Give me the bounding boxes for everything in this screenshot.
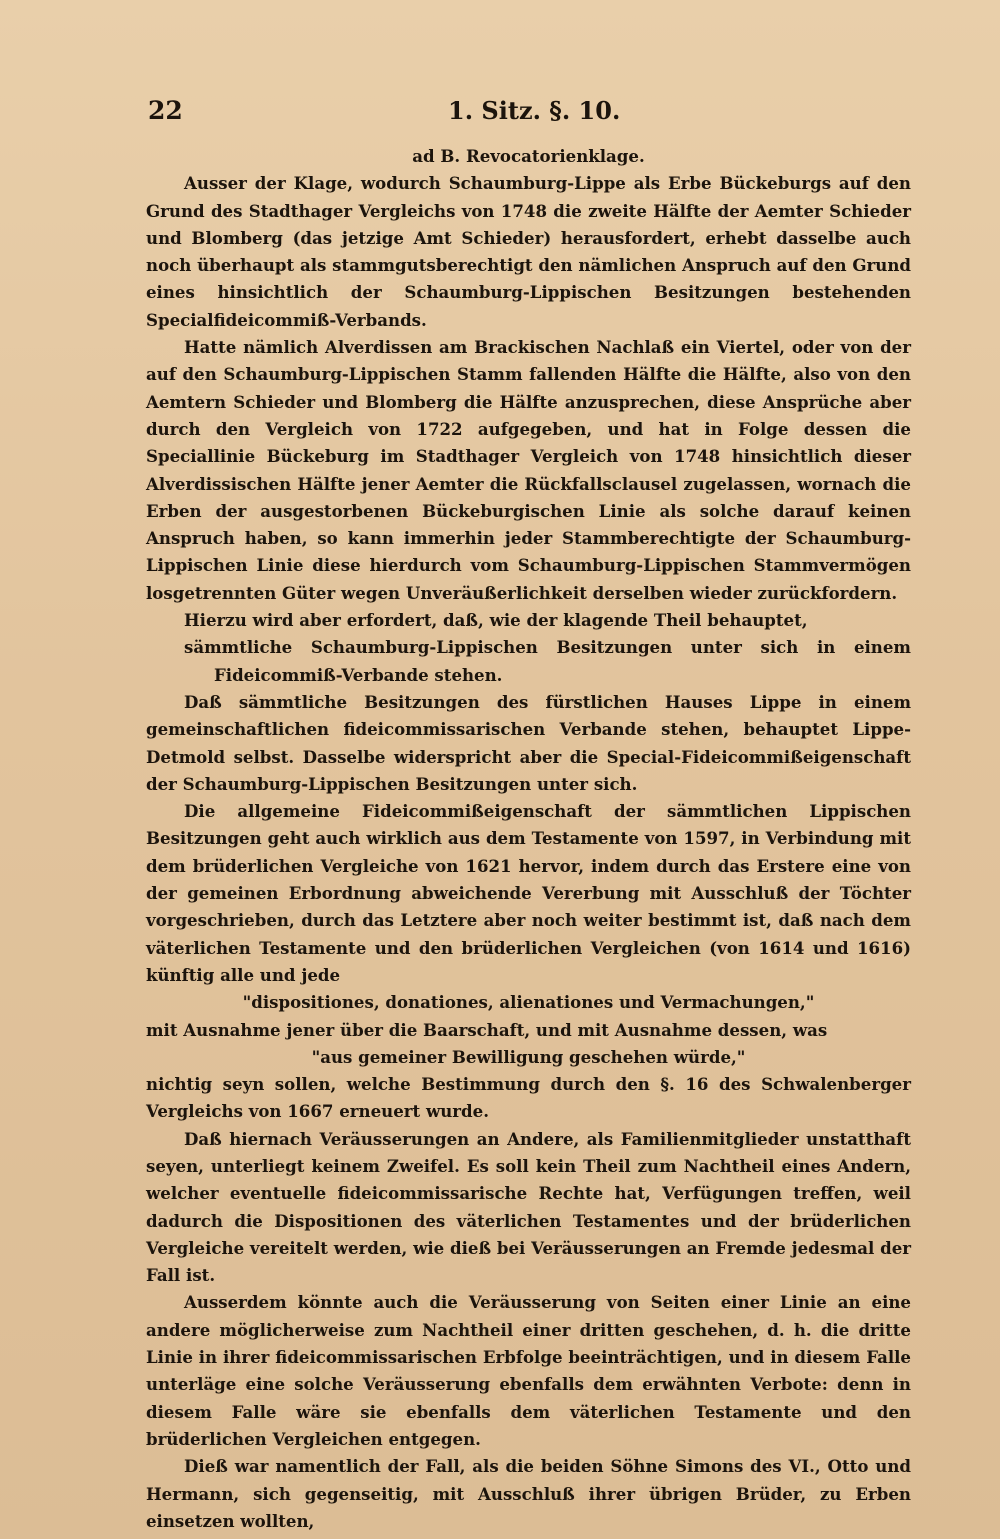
- running-header: [148, 96, 900, 136]
- paragraph: Daß sämmtliche Besitzungen des fürstlichen Hauses Lippe in einem gemeinschaftlichen fideicommissarischen Verbande stehen, behauptet Lippe-Detmold selbst. Dasselbe widerspricht aber die Special-Fideicommißeigenschaft der Schaumburg-Lippischen Besitzungen unter sich.: [146, 691, 911, 794]
- paragraph: Ausserdem könnte auch die Veräusserung von Seiten einer Linie an eine andere möglicherweise zum Nachtheil einer dritten geschehen, d. h. die dritte Linie in ihrer fideicommissarischen Erbfolge beeinträchtigen, und in diesem Falle unterläge eine solche Veräusserung ebenfalls dem erwähnten Verbote: denn in diesem Falle wäre sie ebenfalls dem väterlichen Testamente und den brüderlichen Vergleichen entgegen.: [146, 1292, 911, 1449]
- page-body: [146, 143, 911, 1535]
- page-number: 22: [148, 96, 183, 125]
- paragraph: Hierzu wird aber erfordert, daß, wie der klagende Theil behauptet,: [184, 610, 808, 631]
- paragraph-continuation: nichtig seyn sollen, welche Bestimmung durch den §. 16 des Schwalenberger Vergleichs von 1667 erneuert wurde.: [146, 1074, 911, 1122]
- paragraph: Hatte nämlich Alverdissen am Brackischen Nachlaß ein Viertel, oder von der auf den Schaumburg-Lippischen Stamm fallenden Hälfte die Hälfte, also von den Aemtern Schieder und Blomberg die Hälfte anzusprechen, diese Ansprüche aber durch den Vergleich von 1722 aufgegeben, und hat in Folge dessen die Speciallinie Bückeburg im Stadthager Vergleich von 1748 hinsichtlich dieser Alverdissischen Hälfte jener Aemter die Rückfallsclausel zugelassen, wornach die Erben der ausgestorbenen Bückeburgischen Linie als solche darauf keinen Anspruch haben, so kann immerhin jeder Stammberechtigte der Schaumburg-Lippischen Linie diese hierdurch vom Schaumburg-Lippischen Stammvermögen losgetrennten Güter wegen Unveräußerlichkeit derselben wieder zurückfordern.: [146, 337, 911, 603]
- paragraph: Daß hiernach Veräusserungen an Andere, als Familienmitglieder unstatthaft seyen, unterliegt keinem Zweifel. Es soll kein Theil zum Nachtheil eines Andern, welcher eventuelle fideicommissarische Rechte hat, Verfügungen treffen, weil dadurch die Dispositionen des väterlichen Testamentes und der brüderlichen Vergleiche vereitelt werden, wie dieß bei Veräusserungen an Fremde jedesmal der Fall ist.: [146, 1128, 911, 1286]
- paragraph: Dieß war namentlich der Fall, als die beiden Söhne Simons des VI., Otto und Hermann, sich gegenseitig, mit Ausschluß ihrer übrigen Brüder, zu Erben einsetzen wollten,: [146, 1456, 911, 1531]
- quoted-proposition: sämmtliche Schaumburg-Lippischen Besitzungen unter sich in einem Fideicommiß-Verbande stehen.: [184, 637, 911, 685]
- paragraph-continuation: mit Ausnahme jener über die Baarschaft, und mit Ausnahme dessen, was: [146, 1019, 828, 1040]
- quotation: "aus gemeiner Bewilligung geschehen würde,": [311, 1046, 746, 1067]
- running-title: 1. Sitz. §. 10.: [448, 96, 621, 125]
- paragraph: Die allgemeine Fideicommißeigenschaft der sämmtlichen Lippischen Besitzungen geht auch wirklich aus dem Testamente von 1597, in Verbindung mit dem brüderlichen Vergleiche von 1621 hervor, indem durch das Erstere eine von der gemeinen Erbordnung abweichende Vererbung mit Ausschluß der Töchter vorgeschrieben, durch das Letztere aber noch weiter bestimmt ist, daß nach dem väterlichen Testamente und den brüderlichen Vergleichen (von 1614 und 1616) künftig alle und jede: [146, 801, 911, 985]
- section-heading: ad B. Revocatorienklage.: [412, 146, 645, 166]
- quotation: "dispositiones, donationes, alienationes und Vermachungen,": [242, 992, 815, 1013]
- paragraph: Ausser der Klage, wodurch Schaumburg-Lippe als Erbe Bückeburgs auf den Grund des Stadthager Vergleichs von 1748 die zweite Hälfte der Aemter Schieder und Blomberg (das jetzige Amt Schieder) herausfordert, erhebt dasselbe auch noch überhaupt als stammgutsberechtigt den nämlichen Anspruch auf den Grund eines hinsichtlich der Schaumburg-Lippischen Besitzungen bestehenden Specialfideicommiß-Verbands.: [146, 173, 911, 330]
